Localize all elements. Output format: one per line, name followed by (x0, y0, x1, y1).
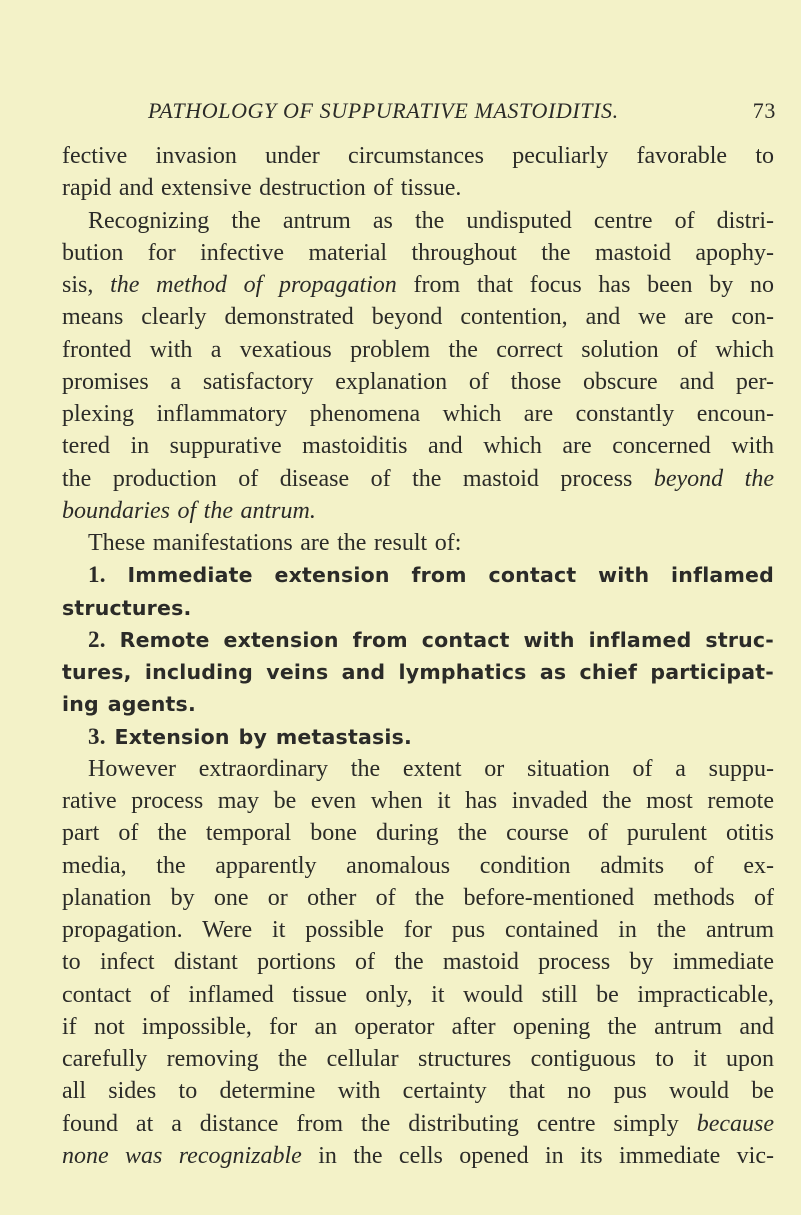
text-run: the production of disease of the mastoid process (62, 465, 654, 492)
italic-phrase: boundaries of the antrum. (62, 497, 316, 524)
text-run: sis, (62, 272, 111, 298)
text-run: in the cells opened in its immediate vic- (301, 1142, 774, 1169)
text-line: fronted with a vexatious problem the correct solution of which (62, 336, 774, 363)
paragraph-antrum (62, 205, 774, 528)
list-number: 3. (88, 723, 106, 749)
text-line: rative process may be even when it has invaded the most remote (62, 788, 774, 814)
text-line (62, 721, 774, 753)
text-line: tures, including veins and lymphatics as chief participat- (62, 660, 774, 684)
body-text (62, 140, 774, 1172)
text-line: rapid and extensive destruction of tissue. (62, 175, 462, 202)
text-line: promises a satisfactory explanation of those obscure and per- (62, 368, 774, 395)
text-line: structures. (62, 595, 192, 620)
text-line: plexing inflammatory phenomena which are constantly encoun- (62, 401, 774, 427)
text-line: carefully removing the cellular structures contiguous to it upon (62, 1046, 774, 1072)
text-line: tered in suppurative mastoiditis and which are concerned with (62, 433, 774, 460)
text-line: planation by one or other of the before-mentioned methods of (62, 884, 774, 911)
italic-phrase: beyond the (653, 465, 774, 492)
text-line: all sides to determine with certainty that no pus would be (62, 1078, 774, 1105)
paragraph-however (62, 753, 774, 1172)
text-line: Recognizing the antrum as the undisputed centre of distri- (88, 207, 774, 234)
running-head (148, 98, 776, 130)
text-line: fective invasion under circumstances peculiarly favorable to (62, 143, 774, 169)
text-line: propagation. Were it possible for pus contained in the antrum (62, 917, 774, 943)
list-number: 1. (88, 562, 106, 588)
italic-phrase: because (696, 1110, 774, 1137)
italic-phrase: none was recognizable (62, 1142, 302, 1169)
list-item-1 (62, 559, 774, 624)
text-line: to infect distant portions of the mastoid process by immediate (62, 949, 774, 976)
text-run: from that focus has been by no (396, 272, 774, 298)
text-line (62, 1140, 774, 1172)
text-line (62, 1108, 774, 1140)
text-line (62, 495, 774, 527)
text-line: bution for infective material throughout the mastoid apophy- (62, 239, 774, 266)
list-number: 2. (88, 626, 106, 652)
list-item-3 (62, 721, 774, 753)
text-line: if not impossible, for an operator after opening the antrum and (62, 1013, 774, 1040)
text-line: part of the temporal bone during the course of purulent otitis (62, 820, 774, 847)
page-number: 73 (752, 98, 776, 123)
paragraph-manifestations (62, 527, 774, 559)
text-line: ing agents. (62, 692, 196, 717)
text-line: These manifestations are the result of: (88, 530, 462, 556)
list-item-2 (62, 624, 774, 721)
list-text: Immediate extension from contact with inflamed (127, 563, 774, 588)
list-text: Remote extension from contact with inflamed struc- (119, 627, 774, 652)
text-line (62, 463, 774, 495)
paragraph-continuation (62, 140, 774, 205)
text-line: However extraordinary the extent or situation of a suppu- (88, 755, 774, 782)
text-line: means clearly demonstrated beyond contention, and we are con- (62, 304, 774, 331)
text-line: contact of inflamed tissue only, it would still be impracticable, (62, 981, 774, 1008)
text-line (62, 624, 774, 656)
italic-phrase: the method of propagation (110, 272, 397, 298)
text-line (62, 559, 774, 591)
text-run: found at a distance from the distributing centre simply (62, 1110, 697, 1137)
text-line (62, 269, 774, 301)
running-head-title: PATHOLOGY OF SUPPURATIVE MASTOIDITIS. (148, 98, 619, 123)
text-line: media, the apparently anomalous condition admits of ex- (62, 852, 774, 879)
list-text: Extension by metastasis. (114, 724, 412, 749)
